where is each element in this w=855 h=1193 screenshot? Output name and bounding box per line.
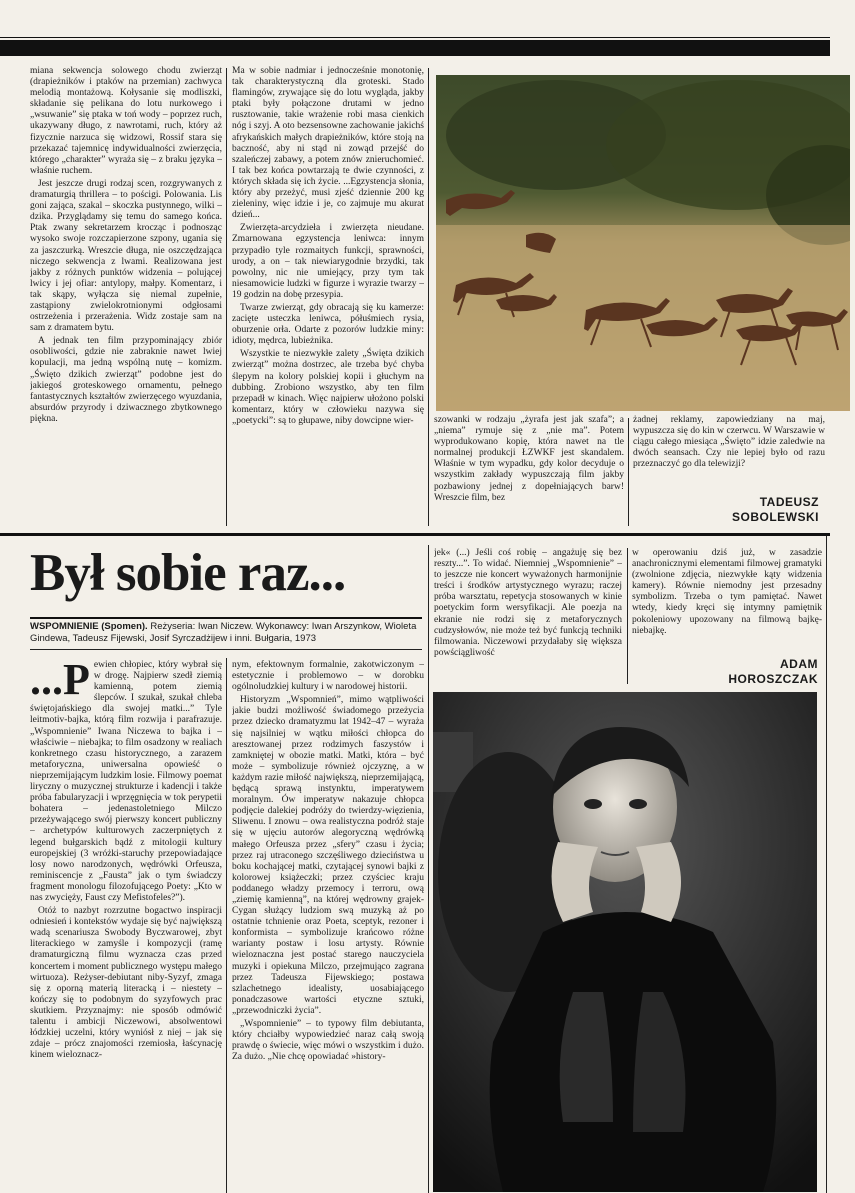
column-rule bbox=[226, 658, 227, 1193]
author-first-name: TADEUSZ bbox=[759, 495, 819, 509]
top-thin-rule bbox=[0, 37, 830, 38]
article1-col2: Ma w sobie nadmiar i jednocześnie monotonię, tak charakterystyczną dla groteski. Stado flamingów, zrywające się do lotu wygląda, jakby ptaki były połączone drutami w jedno rusztowanie, takie wrażenie robi masa cienkich nóg i szyj. A oto bezsensowne zachowanie jakichś afrykańskich małych drapieżników, które stoją na baczność, aby ni stąd ni zowąd przejść do szaleńczej zabawy, a potem znów znieruchomieć. I tak bez końca powtarzają te dwie czynności, z których składa się ich życie. ...Egzystencja słonia, który aby przeżyć, musi zjeść dziennie 200 kg zieleniny, więc idzie i je, co zajmuje mu akurat dzień... Zwierzęta-arcydzieła i zwierzęta nieudane. Zmarnowana egzystencja leniwca: innym przypadło tyle rozmaitych funkcji, sprawności, urody, a on – tak niewiarygodnie brzydki, tak powolny, nic nie umiejący, przy tym tak niesamowicie ludzki w figurze i wyrazie twarzy – 19 godzin na dobę przesypia. Twarze zwierząt, gdy obracają się ku kamerze: zacięte usteczka leniwca, półuśmiech rysia, oburzenie orła. Odarte z pozorów ludzkie miny: idioty, mędrca, lubieżnika. Wszystkie te niezwykłe zalety „Święta dzikich zwierząt” można dostrzec, ale trzeba być chyba ślepym na kolory polskiej kopii i głuchym na dubbing. Zrobiono wszystko, aby ten film przepadł w kinach. Więc najpierw ułożono polski komentarz, który w człowieku nazywa się „poetycki”: są to głupawe, niby dowcipne wier- bbox=[232, 66, 424, 426]
section-separator bbox=[0, 533, 830, 536]
boy-portrait-photo bbox=[433, 692, 817, 1192]
headline-rule bbox=[30, 617, 422, 619]
antelopes-photo-illustration bbox=[436, 75, 850, 411]
top-black-bar bbox=[0, 40, 830, 56]
author-last-name: HOROSZCZAK bbox=[728, 672, 818, 686]
credits-rest: Reżyseria: Iwan Niczew. Wykonawcy: Iwan Arszynkow, Wioleta Gindewa, Tadeusz Fijewski, Josif Syrczadżijew i inni. Bułgaria, 1973 bbox=[30, 621, 417, 644]
article2-author bbox=[632, 657, 818, 687]
column-rule bbox=[428, 545, 429, 1193]
antelopes-running-photo bbox=[436, 75, 850, 411]
article2-col2: nym, efektownym formalnie, zakotwiczonym – estetycznie i problemowo – w dorobku ogólnoludzkiej kultury i w narodowej historii. Historyzm „Wspomnień”, mimo wątpliwości jakie budzi możliwość świadomego przeżycia przez dziecko dramatyzmu lat 1942–47 – wyraża się najsilniej w wątku miłości chłopca do aresztowanej przez rodzimych faszystów i zamkniętej w obozie matki. Matki, która – być może – symbolizuje również ojczyznę, a w każdym razie miłość największą, nieprzemijającą, będącą sprawą instynktu, imperatywem moralnym. Ów imperatyw nakazuje chłopca podjęcie dalekiej podróży do twierdzy-więzienia, Sliwenu. I znowu – owa realistyczna podróż staje się w ujęciu autorów alegoryczną wędrówką małego Orfeusza przez „sfery” czasu i życia; przez raj utraconego szczęśliwego dzieciństwa u boku kochającej matki, czytającej synowi bajki z kolorowej książeczki; przez czyściec kraju poddanego władzy przemocy i terroru, ową „ziemię kamienną”, na której wędrowny grajek-Cygan służący ludziom swą muzyką aż po ostatnie tchnienie oraz Poeta, sceptyk, rezoner i konformista – symbolizuje krańcowo różne warianty postaw i losu artysty. Równie wieloznaczna jest postać starego nauczyciela muzyki i opiekuna Milczo, przejmująco zagrana przez Tadeusza Fijewskiego; postawa szlachetnego idealisty, uosabiającego ponadczasowe wartości etyczne sztuki, „przewodniczki życia”. „Wspomnienie” – to typowy film debiutanta, który chciałby wypowiedzieć naraz całą swoją prawdę o świecie, więc mówi o wszystkim i dużo. Za dużo. „Nie chcę opowiadać »history- bbox=[232, 660, 424, 1063]
headline: Był sobie raz... bbox=[30, 544, 346, 602]
film-credits bbox=[30, 621, 422, 645]
column-rule bbox=[628, 418, 629, 526]
article1-author bbox=[633, 495, 819, 525]
drop-cap: ...P bbox=[30, 660, 90, 704]
article1-col3: szowanki w rodzaju „żyrafa jest jak szafa”; a „niema” rymuje się z „nie ma”. Potem wyprodukowano kopię, która nawet na tle normalnej produkcji ŁZWKF jest skandalem. Właśnie w tym wypadku, gdy kolor decyduje o wszystkim zakłady wypuszczają film jakby pozbawiony jednej z dopełniających barw! Wreszcie film, bez bbox=[434, 415, 624, 503]
author-last-name: SOBOLEWSKI bbox=[731, 510, 819, 524]
article2-col3: jek« (...) Jeśli coś robię – angażuję się bez reszty...”. To widać. Niemniej „Wspomnienie” – to jeszcze nie koncert wyważonych harmonijnie treści i środków artystycznego wyrazu; raczej próba warsztatu, repetycja stosowanych w kinie poetyckim form wersyfikacji. Ale poezja na ekranie nie rodzi się z metaforycznych cudzysłowów, nie może też być funkcją techniki filmowania. Niczewowi przydałaby się większa powściągliwość bbox=[434, 548, 622, 658]
article2-col1: ...P ewien chłopiec, który wybrał się w drogę. Najpierw szedł ziemią kamienną, potem ziemią ślepców. I szukał, szukał chleba świętojańskiego dla swojej matki...” Tyle leitmotiv-bajka, którą film rozwija i parafrazuje. „Wspomnienie” Iwana Niczewa to bajka i – właściwie – niebajka; to film osadzony w realiach konkretnego czasu historycznego, a zarazem metaforyczna, uniwersalna opowieść o nieprzemijającym ludzkim losie. Filmowy poemat liryczny o muzycznej strukturze i kadencji i także próba fabularyzacji i wprzęgnięcia w tok perypetii bohatera – jedenastoletniego Milczo przeżywającego swój pierwszy koncert publiczny – archetypów kulturowych zaczerpniętych z legend bułgarskich bądź z mitologii kultury europejskiej (3 wróżki-staruchy przepowiadające losy nowo narodzonych, wędrówki Orfeusza, reminiscencje z „Fausta” jak o tym świadczy fragment monologu filozofującego Poety: „Kto w nas zwycięży, Faust czy Mefistofeles?”). Otóż to nazbyt rozrzutne bogactwo inspiracji odniesień i kontekstów wydaje się być największą wadą scenariusza Swobody Byczwarowej, zbyt literackiego w zamyśle i kompozycji (ramę dramaturgiczną filmu wyznacza czas przed koncertem i moment publicznego występu małego wirtuoza). Reżyser-debiutant niby-Syzyf, zmaga się z oporną materią literacką i – niestety – kończy się to podobnym do syzyfowych prac skutkiem. Przyznajmy: nie sposób odmówić talentu i ambicji Niczewowi, absolwentowi łódzkiej uczelni, który wyniósł z niej – jak się zdaje – prócz znajomości rzemiosła, łaścynację kinem wieloznacz- bbox=[30, 660, 222, 1061]
credits-rule bbox=[30, 649, 422, 650]
author-first-name: ADAM bbox=[780, 657, 818, 671]
column-rule bbox=[627, 548, 628, 684]
article1-col4: żadnej reklamy, zapowiedziany na maj, wypuszcza się do kin w czerwcu. W Warszawie w ciągu całego miesiąca „Święto” idzie zaledwie na dwóch seansach. Czy nie lepiej było od razu przeznaczyć go dla telewizji? bbox=[633, 415, 825, 470]
column-rule bbox=[428, 68, 429, 526]
article1-col1: miana sekwencja solowego chodu zwierząt (drapieżników i ptaków na przemian) zachwyca melodią montażową. Kołysanie się modliszki, składanie się pelikana do lotu nurkowego i „wsuwanie” się ptaka w toń wody – poprzez ruch, ukazywany długo, z nawrotami, ruch, który aż fizycznie narzuca się widzowi, Rossif stara się przekazać tajemnicę indywidualności zwierzęcia, którego „charakter” wyraża się – z braku języka – właśnie ruchem. Jest jeszcze drugi rodzaj scen, rozgrywanych z dramaturgią thrillera – to pościgi. Polowania. Lis goni zająca, szakal – skoczka pustynnego, wilki – dzika. Przyglądamy się temu do samego końca. Ptak zwany sekretarzem krocząc i podnosząc wysoko swoje rozczapierzone szpony, ugania się za jaszczurką. Wreszcie długa, nie oszczędzająca niczego sekwencja z lwami. Realizowana jest jakby z różnych punktów widzenia – polującej lwicy i jej ofiar: antylopy, małpy. Komentarz, i tak skąpy, wyłącza się niemal zupełnie, zastąpiony zwielokrotnionymi odgłosami ostrzeżenia i przerażenia. Widz zostaje sam na sam z dramatem bytu. A jednak ten film przypominający zbiór osobliwości, gdzie nie zabraknie nawet lwiej kopulacji, ma jedną wspólną nutę – komizm. „Święto dzikich zwierząt” podobne jest do jakiegoś groteskowego ornamentu, pełnego fantastycznych kształtów zwierzęcego wyuzdania, absurdów przyrody i dziwacznego zbytkownego piękna. bbox=[30, 66, 222, 424]
credits-title: WSPOMNIENIE (Spomen). bbox=[30, 621, 148, 632]
boy-photo-illustration bbox=[433, 692, 817, 1192]
column-rule bbox=[226, 68, 227, 526]
article2-col4: w operowaniu dziś już, w zasadzie anachronicznymi elementami filmowej gramatyki (zwolnione zdjęcia, niezwykłe kąty widzenia kamery). Równie niemodny jest przesadny symbolizm. Trzeba o tym pamiętać. Nawet wtedy, kiedy kręci się intymny pamiętnik pokoleniowy upozowany na filmową bajkę-niebajkę. bbox=[632, 548, 822, 636]
right-edge-rule bbox=[826, 536, 827, 1193]
